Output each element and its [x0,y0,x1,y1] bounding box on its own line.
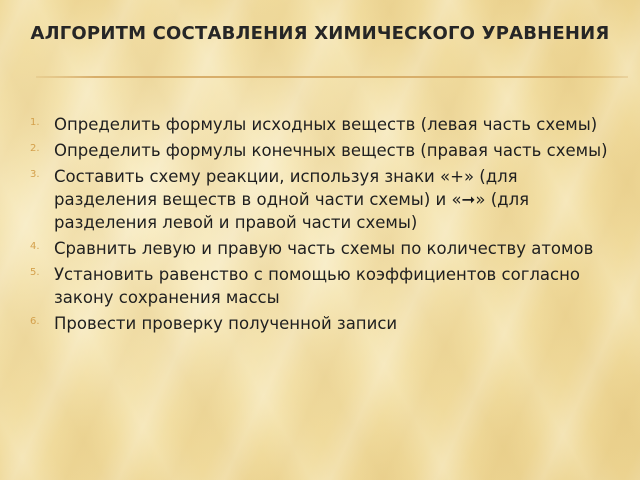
title-divider [36,76,628,78]
step-text: Провести проверку полученной записи [54,314,398,333]
list-item-step-5 [0,263,640,309]
step-text: Сравнить левую и правую часть схемы по количеству атомов [54,239,594,258]
step-number: 5. [30,267,40,278]
list-item-step-3 [0,165,640,234]
slide-title: АЛГОРИТМ СОСТАВЛЕНИЯ ХИМИЧЕСКОГО УРАВНЕНИЯ [30,23,610,44]
list-item-step-1 [0,113,640,136]
step-number: 3. [30,169,40,180]
step-number: 1. [30,117,40,128]
step-number: 4. [30,241,40,252]
step-text: Установить равенство с помощью коэффициентов согласно закону сохранения массы [54,265,580,307]
step-text: Определить формулы конечных веществ (правая часть схемы) [54,141,608,160]
list-item-step-6 [0,312,640,335]
list-item-step-2 [0,139,640,162]
step-text: Составить схему реакции, используя знаки «+» (для разделения веществ в одной части схемы) и «➞» (для разделения левой и правой части схемы) [54,167,530,232]
list-item-step-4 [0,237,640,260]
step-number: 2. [30,143,40,154]
step-text: Определить формулы исходных веществ (левая часть схемы) [54,115,598,134]
algorithm-steps-list [0,113,640,338]
step-number: 6. [30,316,40,327]
